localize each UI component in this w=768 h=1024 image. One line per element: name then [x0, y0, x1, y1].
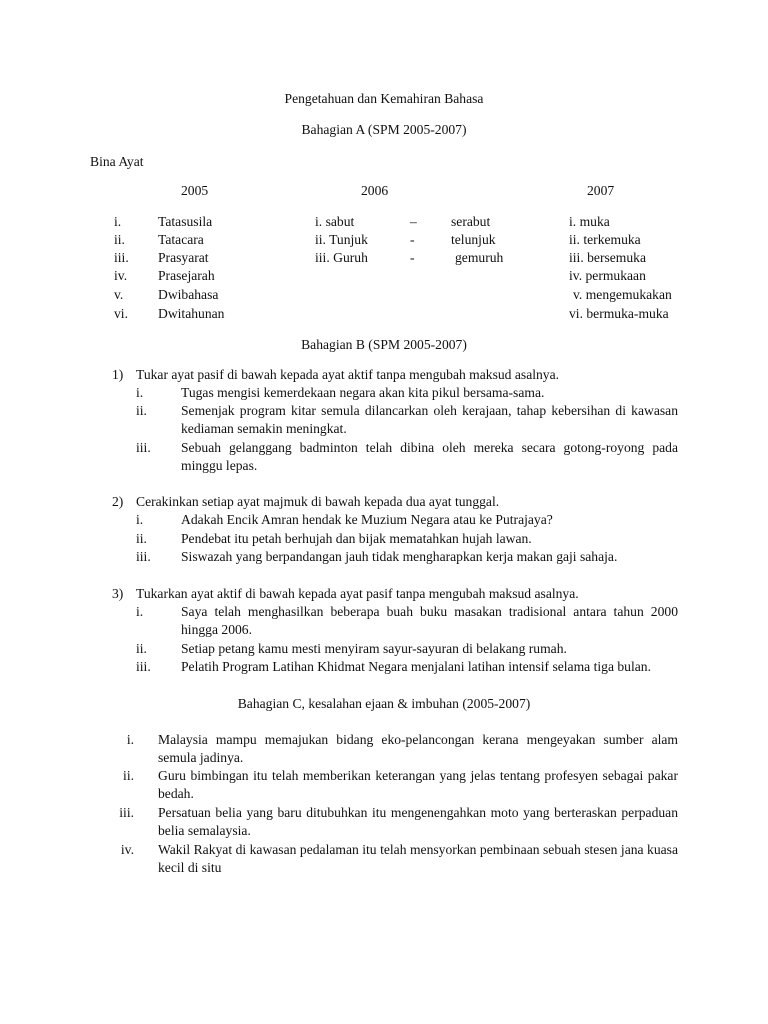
item-text: Saya telah menghasilkan beberapa buah buku masakan tradisional antara tahun 2000 hingga 2006.: [181, 604, 678, 637]
item-number: iii.: [136, 440, 151, 455]
item-text: Guru bimbingan itu telah memberikan keterangan yang jelas tentang profesyen sebagai pakar bedah.: [158, 768, 678, 801]
item-text: Wakil Rakyat di kawasan pedalaman itu telah mensyorkan pembinaan sebuah stesen jana kuasa kecil di situ: [158, 842, 678, 875]
col-2005-numeral: ii.: [114, 232, 125, 247]
section-b-heading: Bahagian B (SPM 2005-2007): [301, 337, 467, 352]
col-2006-dash: -: [410, 250, 415, 265]
item-text: Sebuah gelanggang badminton telah dibina oleh mereka secara gotong-royong pada minggu lepas.: [181, 440, 678, 473]
item-number: i.: [136, 385, 144, 400]
item-text: Malaysia mampu memajukan bidang eko-pelancongan kerana mengeyakan sumber alam semula jadinya.: [158, 732, 678, 765]
item-text: Siswazah yang berpandangan jauh tidak mengharapkan kerja makan gaji sahaja.: [181, 549, 618, 564]
col-2005-word: Dwibahasa: [158, 287, 219, 302]
item-number: i.: [126, 732, 134, 747]
item-number: iii.: [136, 659, 151, 674]
item-number: ii.: [136, 531, 147, 546]
item-text: Adakah Encik Amran hendak ke Muzium Negara atau ke Putrajaya?: [181, 512, 553, 527]
item-number: iv.: [120, 842, 134, 857]
col-2005-word: Prasejarah: [158, 268, 215, 283]
col-2005-word: Dwitahunan: [158, 306, 225, 321]
col-2005-numeral: v.: [114, 287, 124, 302]
item-number: iii.: [119, 805, 134, 820]
year-2006-header: 2006: [361, 183, 389, 198]
year-2007-header: 2007: [587, 183, 615, 198]
item-text: Pelatih Program Latihan Khidmat Negara menjalani latihan intensif selama tiga bulan.: [181, 659, 651, 674]
year-2005-header: 2005: [181, 183, 209, 198]
col-2006-derived: serabut: [451, 214, 491, 229]
item-text: Setiap petang kamu mesti menyiram sayur-sayuran di belakang rumah.: [181, 641, 567, 656]
item-number: iii.: [136, 549, 151, 564]
question-instruction: Cerakinkan setiap ayat majmuk di bawah kepada dua ayat tunggal.: [136, 494, 500, 509]
question-instruction: Tukar ayat pasif di bawah kepada ayat aktif tanpa mengubah maksud asalnya.: [136, 367, 560, 382]
col-2005-numeral: vi.: [114, 306, 128, 321]
question-number: 2): [112, 494, 124, 509]
question-instruction: Tukarkan ayat aktif di bawah kepada ayat pasif tanpa mengubah maksud asalnya.: [136, 586, 579, 601]
item-number: i.: [136, 512, 144, 527]
section-a-subheading: Bina Ayat: [90, 154, 144, 169]
col-2006-derived: gemuruh: [455, 250, 504, 265]
col-2007-word: iv. permukaan: [569, 268, 646, 283]
item-number: ii.: [136, 641, 147, 656]
col-2006-root: ii. Tunjuk: [315, 232, 368, 247]
item-text: Tugas mengisi kemerdekaan negara akan kita pikul bersama-sama.: [181, 385, 545, 400]
item-text: Persatuan belia yang baru ditubuhkan itu mengenengahkan moto yang berteraskan perpaduan belia semalaysia.: [158, 805, 678, 838]
col-2006-dash: –: [410, 214, 417, 229]
item-number: i.: [136, 604, 144, 619]
col-2006-dash: -: [410, 232, 415, 247]
col-2005-numeral: iii.: [114, 250, 129, 265]
col-2005-numeral: i.: [114, 214, 122, 229]
col-2007-word: i. muka: [569, 214, 610, 229]
document-title: Pengetahuan dan Kemahiran Bahasa: [284, 91, 484, 106]
section-c-heading: Bahagian C, kesalahan ejaan & imbuhan (2005-2007): [237, 696, 531, 711]
question-number: 1): [112, 367, 124, 382]
col-2005-word: Tatasusila: [158, 214, 213, 229]
item-number: ii.: [136, 403, 147, 418]
item-number: ii.: [123, 768, 134, 783]
col-2006-derived: telunjuk: [451, 232, 496, 247]
col-2007-word: iii. bersemuka: [569, 250, 647, 265]
col-2005-numeral: iv.: [114, 268, 128, 283]
section-a-heading: Bahagian A (SPM 2005-2007): [301, 122, 467, 137]
item-text: Semenjak program kitar semula dilancarkan oleh kerajaan, tahap kebersihan di kawasan kediaman semakin meningkat.: [181, 403, 678, 436]
col-2007-word: v. mengemukakan: [573, 287, 672, 302]
col-2005-word: Prasyarat: [158, 250, 209, 265]
col-2007-word: vi. bermuka-muka: [569, 306, 669, 321]
col-2005-word: Tatacara: [158, 232, 204, 247]
col-2006-root: i. sabut: [315, 214, 355, 229]
col-2006-root: iii. Guruh: [315, 250, 368, 265]
col-2007-word: ii. terkemuka: [569, 232, 641, 247]
item-text: Pendebat itu petah berhujah dan bijak mematahkan hujah lawan.: [181, 531, 532, 546]
question-number: 3): [112, 586, 124, 601]
